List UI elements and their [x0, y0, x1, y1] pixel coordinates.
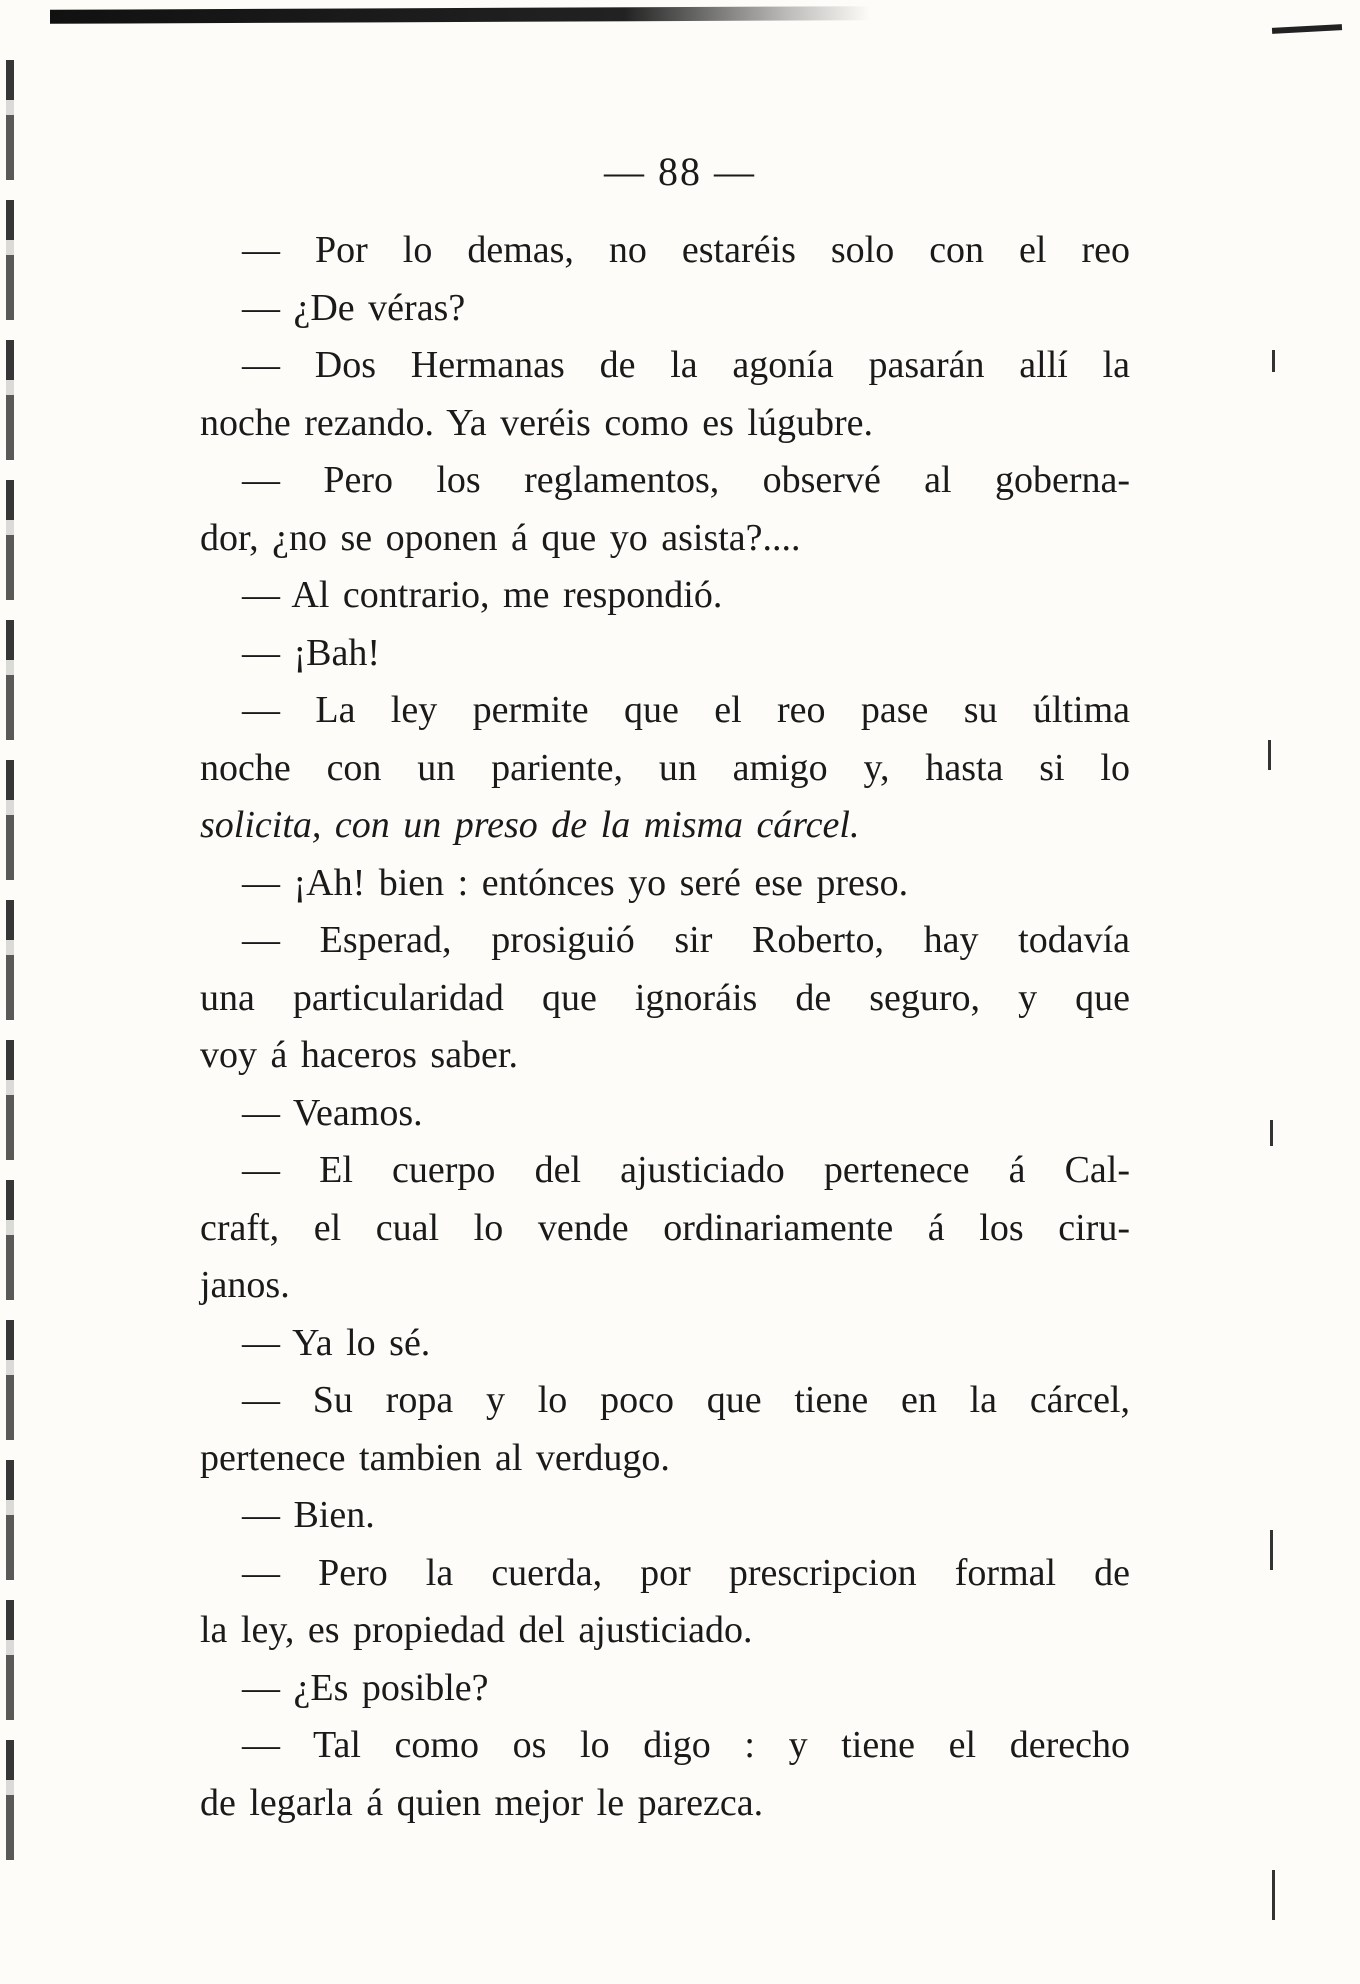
text-line: voy á haceros saber.: [200, 1034, 518, 1076]
page-text: [200, 222, 1130, 1832]
scan-left-edge-shadow: [6, 60, 14, 1860]
text-line: — ¿Es posible?: [242, 1666, 489, 1709]
text-line: — Ya lo sé.: [242, 1321, 431, 1364]
italic-text: solicita, con un preso de la misma cárcel.: [200, 804, 860, 846]
scan-top-right-mark: [1272, 24, 1342, 34]
text-line: janos.: [200, 1264, 290, 1306]
text-line: una particularidad que ignoráis de seguro, y que: [200, 976, 1130, 1019]
text-line: dor, ¿no se oponen á que yo asista?....: [200, 516, 801, 559]
text-line: — Pero la cuerda, por prescripcion formal de: [242, 1551, 1130, 1594]
text-line: noche con un pariente, un amigo y, hasta si lo: [200, 746, 1130, 789]
scan-right-mark: [1272, 350, 1275, 372]
text-line: — Esperad, prosiguió sir Roberto, hay todavía: [242, 919, 1130, 961]
text-line: — ¡Bah!: [242, 631, 381, 674]
text-line-italic: [200, 797, 1130, 855]
text-line: — Dos Hermanas de la agonía pasarán allí la: [242, 344, 1130, 386]
text-line: — La ley permite que el reo pase su última: [242, 689, 1130, 731]
page-number: — 88 —: [604, 149, 756, 194]
text-line: — Veamos.: [242, 1091, 423, 1134]
text-line: noche rezando. Ya veréis como es lúgubre.: [200, 401, 873, 444]
scan-right-mark: [1270, 1530, 1273, 1570]
text-line: — Pero los reglamentos, observé al goberna-: [242, 459, 1130, 501]
text-line: — ¿De véras?: [242, 286, 466, 329]
text-line: — Bien.: [242, 1494, 375, 1536]
text-line: craft, el cual lo vende ordinariamente á los ciru-: [200, 1206, 1130, 1249]
text-line: la ley, es propiedad del ajusticiado.: [200, 1609, 753, 1651]
text-line: — El cuerpo del ajusticiado pertenece á Cal-: [242, 1149, 1130, 1191]
scan-right-mark: [1270, 1120, 1273, 1146]
scan-right-mark: [1268, 740, 1271, 770]
text-line: — Tal como os lo digo : y tiene el derecho: [242, 1724, 1130, 1766]
text-line: pertenece tambien al verdugo.: [200, 1436, 670, 1479]
text-line: — Al contrario, me respondió.: [242, 574, 723, 616]
scan-right-mark: [1272, 1870, 1275, 1920]
text-line: — ¡Ah! bien : entónces yo seré ese preso.: [242, 861, 909, 904]
text-line: de legarla á quien mejor le parezca.: [200, 1781, 764, 1824]
text-line: — Su ropa y lo poco que tiene en la cárcel,: [242, 1379, 1130, 1421]
scan-top-edge-shadow: [50, 6, 870, 24]
text-line: — Por lo demas, no estaréis solo con el reo: [242, 229, 1130, 271]
